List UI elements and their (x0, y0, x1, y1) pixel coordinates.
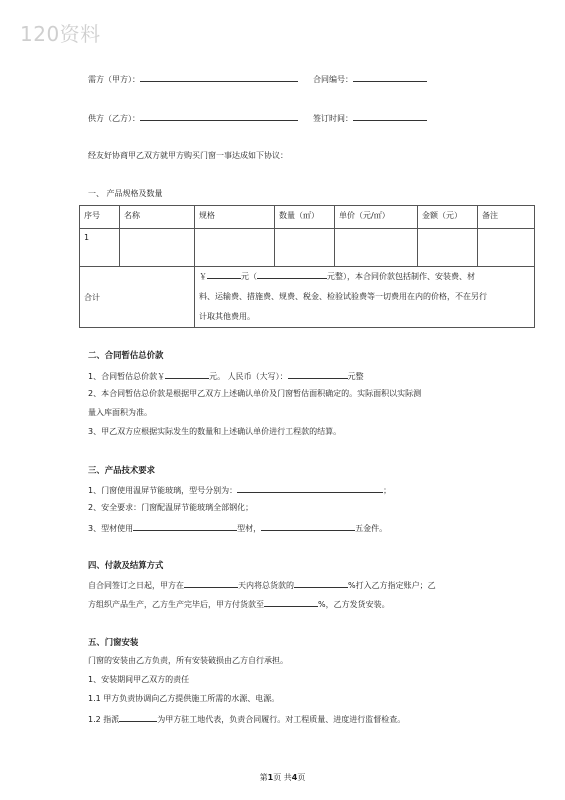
table-cell[interactable] (195, 229, 275, 267)
table-header-row (80, 206, 535, 229)
section5-line4 (88, 712, 405, 725)
total-pages: 4 (291, 773, 298, 782)
footer-prefix: 第 (259, 773, 268, 782)
total-desc-1: 元整），本合同价款包括制作、安装费、材 (327, 272, 475, 281)
section2-line2b: 量入库面积为准。 (88, 408, 152, 417)
total-desc-2: 料、运输费、措施费、规费、税金、检验试验费等一切费用在内的价格，不在另行 (199, 292, 487, 301)
profile-label: 3、型材使用 (88, 524, 134, 533)
contract-no-field (313, 72, 427, 85)
total-currency: ￥ (199, 272, 207, 281)
table-total-row (80, 267, 535, 328)
buyer-blank[interactable] (140, 72, 298, 82)
payment-percent-label: 天内将总货款的 (238, 581, 294, 590)
profile-suffix: 型材， (237, 524, 262, 533)
section2-line2: 2、本合同暂估总价款是根据甲乙双方上述确认单价及门窗暂估面积确定的。实际面积以实际测 (88, 389, 422, 398)
section3-line3 (88, 521, 387, 534)
table-cell[interactable] (120, 229, 195, 267)
table-row (80, 229, 535, 267)
representative-desc: 为甲方驻工地代表，负责合同履行。对工程质量、进度进行监督检查。 (157, 715, 406, 724)
contract-no-label: 合同编号： (313, 75, 353, 84)
page-number: 1 (267, 773, 274, 782)
profile-blank[interactable] (133, 521, 237, 531)
buyer-label: 需方（甲方）： (88, 75, 140, 84)
section2-title: 二、合同暂估总价款 (88, 350, 164, 360)
sign-time-blank[interactable] (353, 111, 427, 121)
spec-table (79, 205, 535, 328)
section4-title: 四、付款及结算方式 (88, 560, 164, 570)
hardware-suffix: 五金件。 (355, 524, 388, 533)
sign-time-field (313, 111, 427, 124)
estimate-amount-blank[interactable] (165, 369, 209, 379)
final-payment-blank[interactable] (264, 597, 318, 607)
section5-title: 五、门窗安装 (88, 637, 139, 647)
table-header-cell: 数量（㎡） (275, 206, 335, 229)
table-header-cell: 备注 (478, 206, 535, 229)
section2-line3: 3、甲乙双方应根据实际发生的数量和上述确认单价进行工程款的结算。 (88, 427, 342, 436)
table-cell: 1 (80, 229, 120, 267)
total-uppercase-blank[interactable] (257, 269, 327, 279)
sign-time-label: 签订时间： (313, 114, 353, 123)
footer-suffix: 页 (297, 773, 306, 782)
glass-model-end: ； (383, 486, 392, 495)
glass-model-blank[interactable] (237, 483, 383, 493)
section4-line2 (88, 597, 390, 610)
section5-line1: 门窗的安装由乙方负责，所有安装破损由乙方自行承担。 (88, 656, 288, 665)
page-footer (0, 772, 565, 783)
table-cell[interactable] (335, 229, 418, 267)
total-label: 合计 (80, 267, 195, 328)
buyer-field (88, 72, 298, 85)
total-yuan: 元（ (241, 272, 257, 281)
total-amount-blank[interactable] (207, 269, 241, 279)
representative-blank[interactable] (119, 712, 157, 722)
table-cell[interactable] (418, 229, 478, 267)
table-cell[interactable] (275, 229, 335, 267)
final-payment-suffix: %，乙方发货安装。 (318, 600, 390, 609)
section3-line1 (88, 483, 391, 496)
hardware-blank[interactable] (261, 521, 355, 531)
table-header-cell: 名称 (120, 206, 195, 229)
estimate-label: 1、合同暂估总价款￥ (88, 372, 166, 381)
table-header-cell: 单价（元/㎡） (335, 206, 418, 229)
glass-model-label: 1、门窗使用温屏节能玻璃，型号分别为： (88, 486, 238, 495)
seller-field (88, 111, 298, 124)
payment-days-label: 自合同签订之日起，甲方在 (88, 581, 184, 590)
payment-percent-blank[interactable] (294, 578, 348, 588)
representative-label: 1.2 指派 (88, 715, 120, 724)
rmb-uppercase-blank[interactable] (288, 369, 348, 379)
section4-line1 (88, 578, 436, 591)
total-desc-3: 计取其他费用。 (199, 312, 255, 321)
total-text (195, 267, 535, 328)
watermark: 120资料 (20, 22, 101, 46)
table-header-cell: 规格 (195, 206, 275, 229)
payment-account-text: %打入乙方指定账户；乙 (348, 581, 436, 590)
rmb-label: 元。 人民币（大写）： (209, 372, 288, 381)
section1-title: 一、 产品规格及数量 (88, 189, 163, 198)
contract-no-blank[interactable] (353, 72, 427, 82)
footer-middle: 页 共 (273, 773, 292, 782)
seller-label: 供方（乙方）： (88, 114, 140, 123)
section3-line2: 2、安全要求：门窗配温屏节能玻璃全部钢化； (88, 503, 254, 512)
intro-text: 经友好协商甲乙双方就甲方购买门窗一事达成如下协议： (88, 151, 288, 160)
section3-title: 三、产品技术要求 (88, 465, 155, 475)
table-header-cell: 金额（元） (418, 206, 478, 229)
table-header-cell: 序号 (80, 206, 120, 229)
final-payment-label: 方组织产品生产，乙方生产完毕后，甲方付货款至 (88, 600, 264, 609)
payment-days-blank[interactable] (184, 578, 238, 588)
yuan-zheng: 元整 (347, 372, 364, 381)
section5-line2: 1、安装期间甲乙双方的责任 (88, 675, 190, 684)
section2-line1 (88, 369, 364, 382)
section5-line3: 1.1 甲方负责协调向乙方提供施工所需的水源、电源。 (88, 694, 280, 703)
table-cell[interactable] (478, 229, 535, 267)
seller-blank[interactable] (140, 111, 298, 121)
